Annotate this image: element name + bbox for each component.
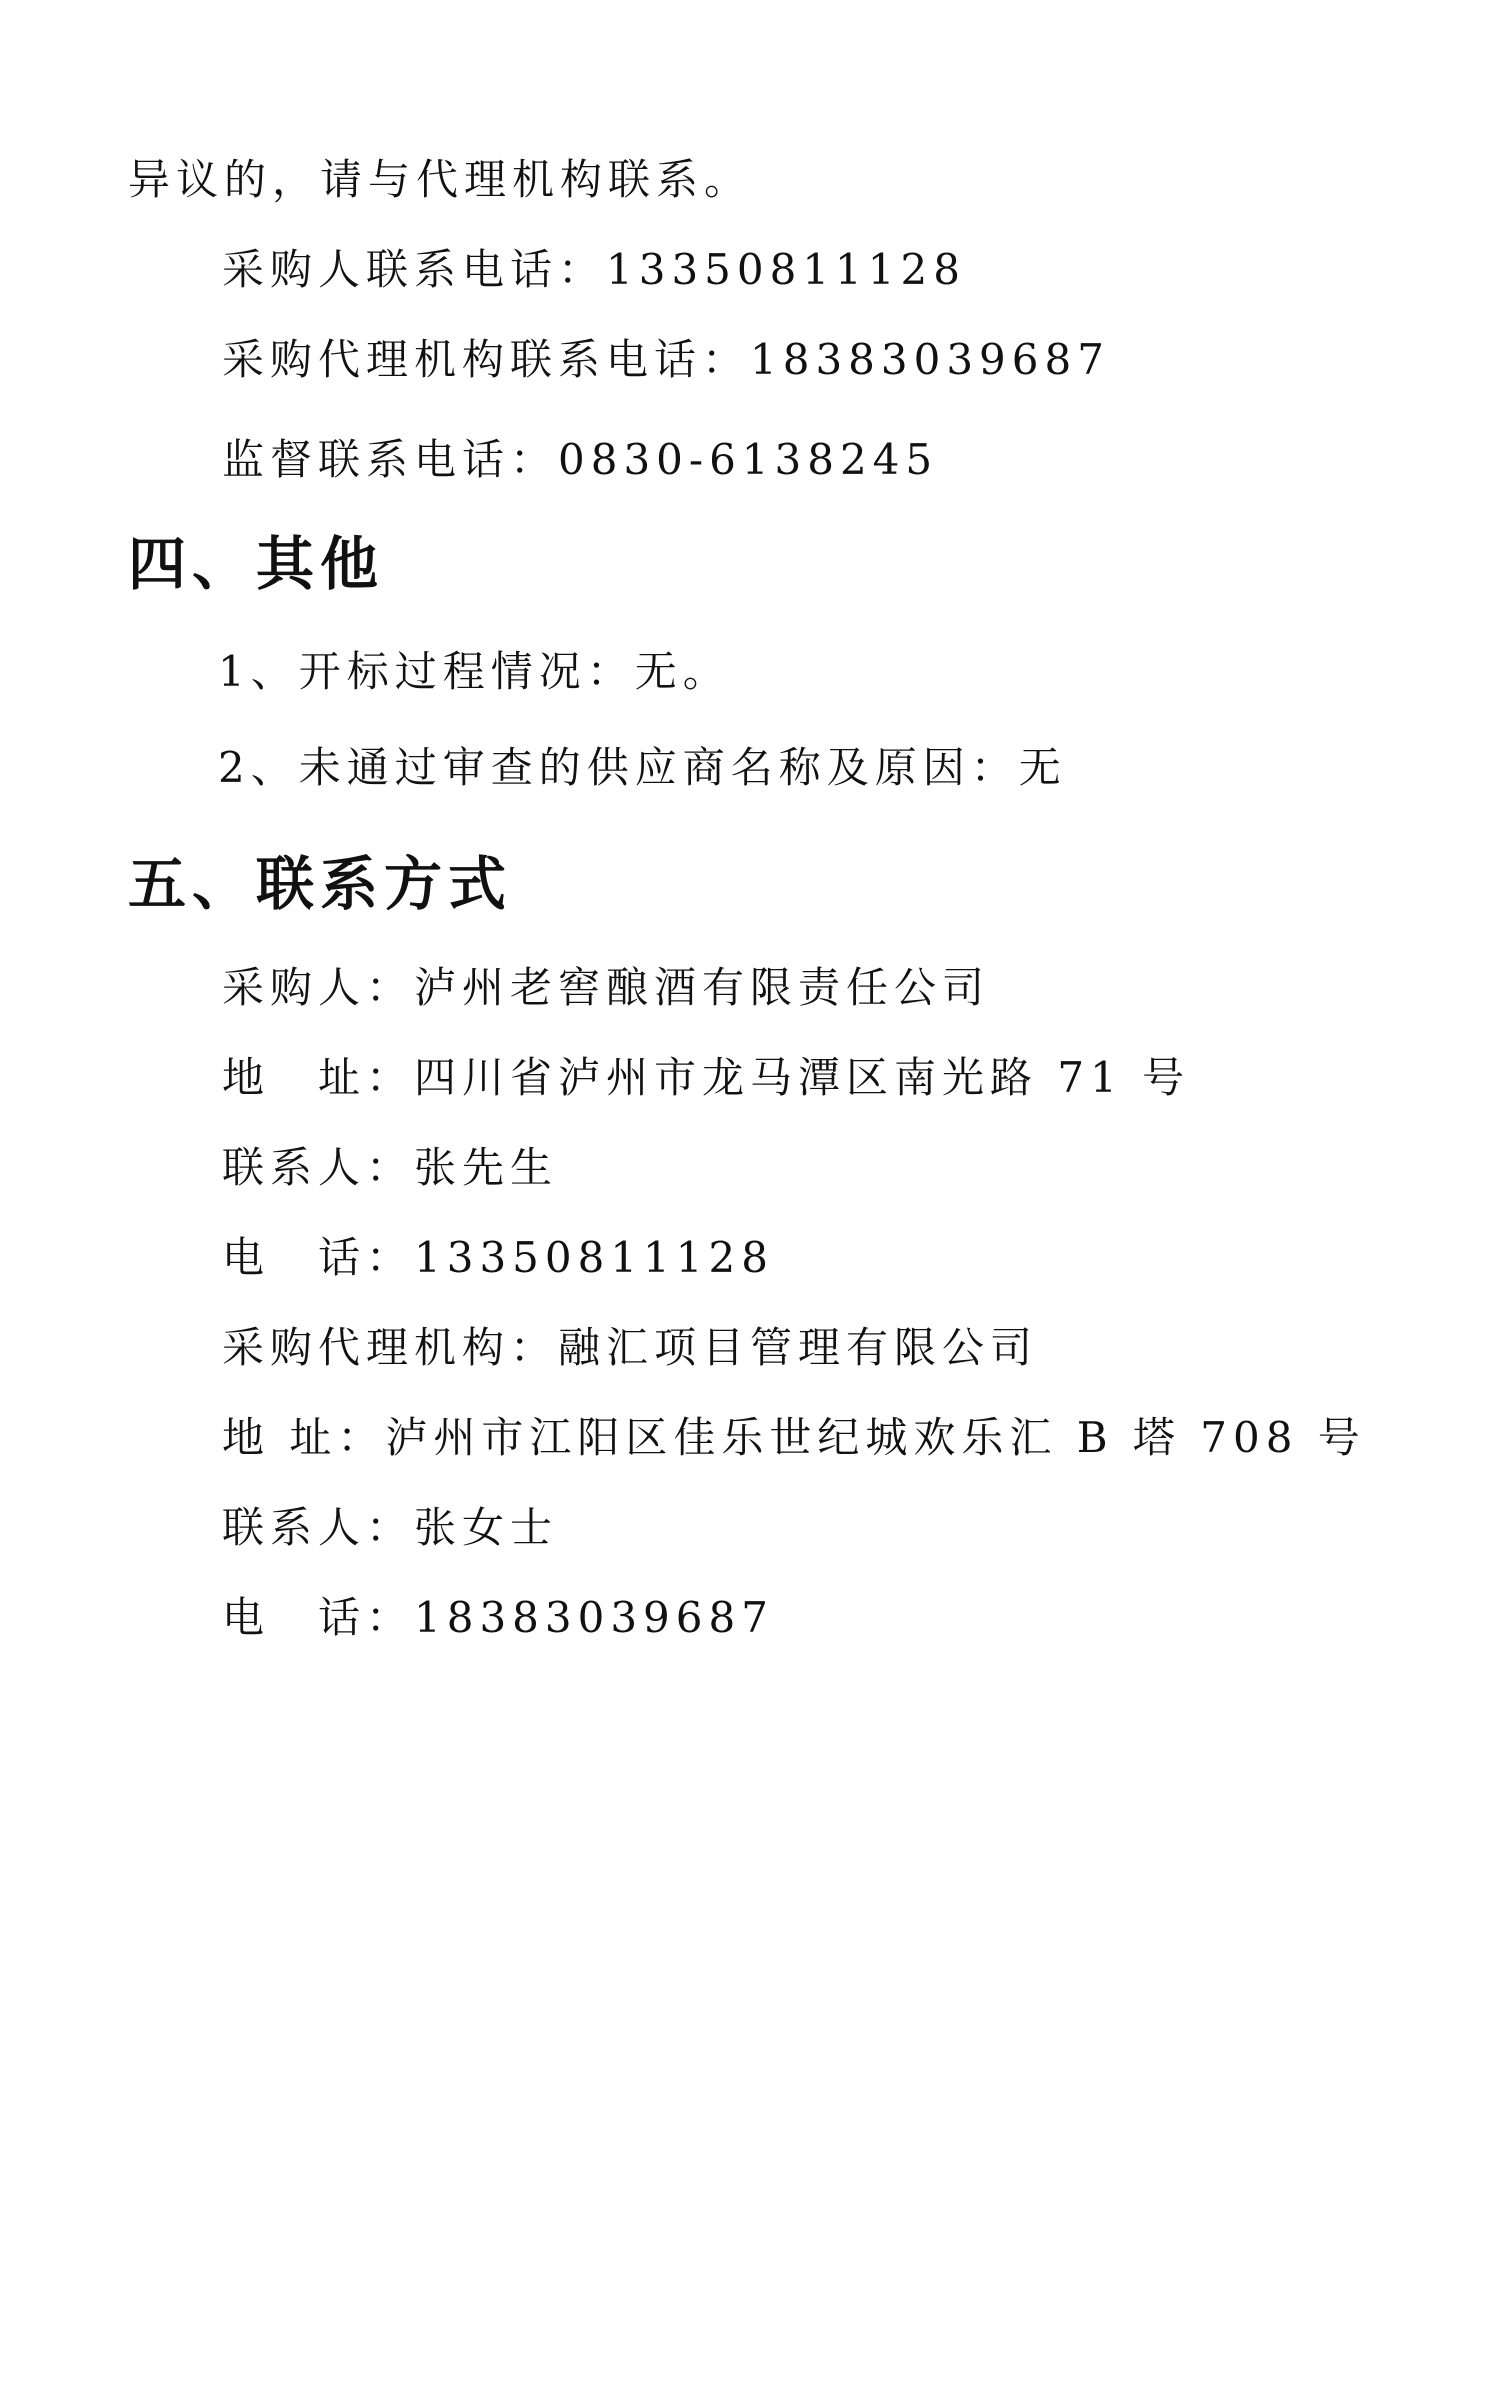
purchaser-contact-line: 联系人：张先生	[222, 1143, 559, 1192]
purchaser-address-line: 地 址：四川省泸州市龙马潭区南光路 71 号	[222, 1053, 1191, 1102]
agency-name-line: 采购代理机构：融汇项目管理有限公司	[222, 1323, 1039, 1372]
agency-phone-line: 采购代理机构联系电话：18383039687	[222, 335, 1110, 384]
agency-phone-detail: 电 话：18383039687	[222, 1593, 774, 1642]
section-heading-other: 四、其他	[128, 530, 385, 598]
agency-contact-line: 联系人：张女士	[222, 1503, 559, 1552]
other-item-1: 1、开标过程情况：无。	[218, 647, 731, 696]
purchaser-phone-detail: 电 话：13350811128	[222, 1233, 774, 1282]
paragraph-continuation: 异议的，请与代理机构联系。	[128, 155, 753, 204]
agency-address-line: 地 址：泸州市江阳区佳乐世纪城欢乐汇 B 塔 708 号	[222, 1413, 1366, 1462]
supervision-phone-line: 监督联系电话：0830-6138245	[222, 435, 939, 484]
purchaser-name-line: 采购人：泸州老窖酿酒有限责任公司	[222, 963, 991, 1012]
purchaser-phone-line: 采购人联系电话：13350811128	[222, 245, 966, 294]
section-heading-contact: 五、联系方式	[128, 850, 513, 918]
other-item-2: 2、未通过审查的供应商名称及原因：无	[218, 743, 1067, 792]
